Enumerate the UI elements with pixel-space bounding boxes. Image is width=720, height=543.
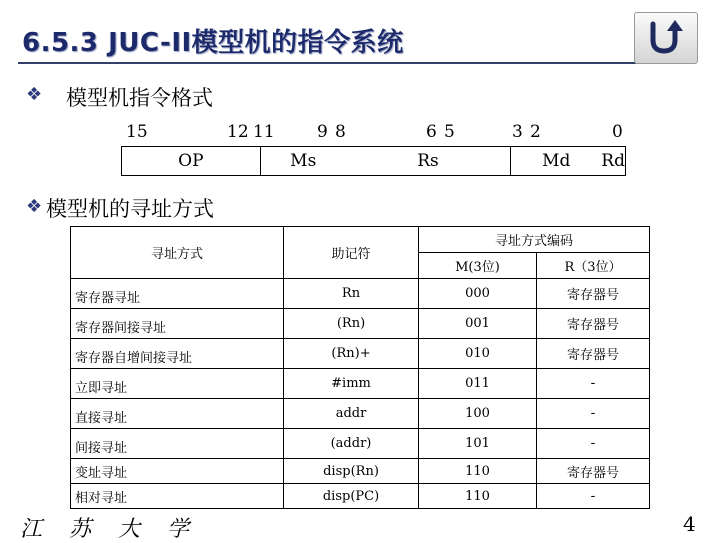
cell-mnemonic: #imm: [284, 369, 419, 399]
cell-mode: 寄存器间接寻址: [71, 309, 284, 339]
cell-mode: 立即寻址: [71, 369, 284, 399]
cell-m: 100: [419, 399, 537, 429]
cell-r: 寄存器号: [537, 459, 650, 484]
page-number: 4: [683, 512, 696, 536]
bit-9: 9: [317, 122, 328, 142]
field-md: Md: [542, 151, 571, 171]
cell-r: -: [537, 369, 650, 399]
slide-title: 6.5.3 JUC-II模型机的指令系统: [22, 28, 404, 58]
cell-mnemonic: addr: [284, 399, 419, 429]
cell-m: 110: [419, 484, 537, 509]
cell-mode: 间接寻址: [71, 429, 284, 459]
return-button[interactable]: [634, 12, 698, 64]
instruction-format-box: [121, 146, 626, 176]
table-row: [71, 484, 650, 509]
cell-m: 010: [419, 339, 537, 369]
cell-mode: 寄存器寻址: [71, 279, 284, 309]
cell-mnemonic: Rn: [284, 279, 419, 309]
header-mnemonic: 助记符: [284, 227, 419, 279]
bit-2: 2: [530, 122, 541, 142]
table-row: [71, 429, 650, 459]
field-op: OP: [122, 147, 261, 175]
header-r: R（3位）: [537, 253, 650, 279]
university-logo: 江 苏 大 学: [20, 517, 199, 542]
table-row: [71, 399, 650, 429]
title-divider: [18, 62, 688, 64]
cell-r: -: [537, 399, 650, 429]
header-m: M(3位): [419, 253, 537, 279]
cell-mnemonic: (Rn): [284, 309, 419, 339]
section-heading-format: 模型机指令格式: [66, 86, 213, 110]
cell-mnemonic: (Rn)+: [284, 339, 419, 369]
bit-15: 15: [126, 122, 148, 142]
cell-m: 001: [419, 309, 537, 339]
bit-6: 6: [426, 122, 437, 142]
cell-mode: 直接寻址: [71, 399, 284, 429]
field-ms: Ms: [290, 151, 317, 171]
header-encoding: 寻址方式编码: [419, 227, 650, 253]
cell-r: -: [537, 484, 650, 509]
field-rd: Rd: [601, 151, 625, 171]
cell-r: -: [537, 429, 650, 459]
cell-mode: 寄存器自增间接寻址: [71, 339, 284, 369]
cell-mnemonic: disp(Rn): [284, 459, 419, 484]
table-row: [71, 459, 650, 484]
diamond-bullet-icon: ❖: [26, 84, 43, 105]
addressing-table: [70, 226, 650, 509]
diamond-bullet-icon: ❖: [26, 196, 43, 217]
section-heading-addressing: 模型机的寻址方式: [46, 197, 214, 221]
cell-m: 000: [419, 279, 537, 309]
table-row: [71, 309, 650, 339]
cell-r: 寄存器号: [537, 339, 650, 369]
bit-3: 3: [512, 122, 523, 142]
header-mode: 寻址方式: [71, 227, 284, 279]
bit-11: 11: [253, 122, 275, 142]
bit-5: 5: [444, 122, 455, 142]
cell-mnemonic: disp(PC): [284, 484, 419, 509]
cell-mode: 相对寻址: [71, 484, 284, 509]
cell-mode: 变址寻址: [71, 459, 284, 484]
table-header-row: [71, 227, 650, 253]
bit-8: 8: [335, 122, 346, 142]
return-arrow-icon: [645, 18, 685, 56]
table-row: [71, 279, 650, 309]
bit-12: 12: [227, 122, 249, 142]
bit-0: 0: [612, 122, 623, 142]
cell-m: 011: [419, 369, 537, 399]
cell-mnemonic: (addr): [284, 429, 419, 459]
cell-m: 101: [419, 429, 537, 459]
cell-r: 寄存器号: [537, 309, 650, 339]
field-rs: Rs: [346, 147, 512, 175]
cell-r: 寄存器号: [537, 279, 650, 309]
table-row: [71, 369, 650, 399]
cell-m: 110: [419, 459, 537, 484]
field-md-rd-group: [511, 147, 625, 175]
table-row: [71, 339, 650, 369]
